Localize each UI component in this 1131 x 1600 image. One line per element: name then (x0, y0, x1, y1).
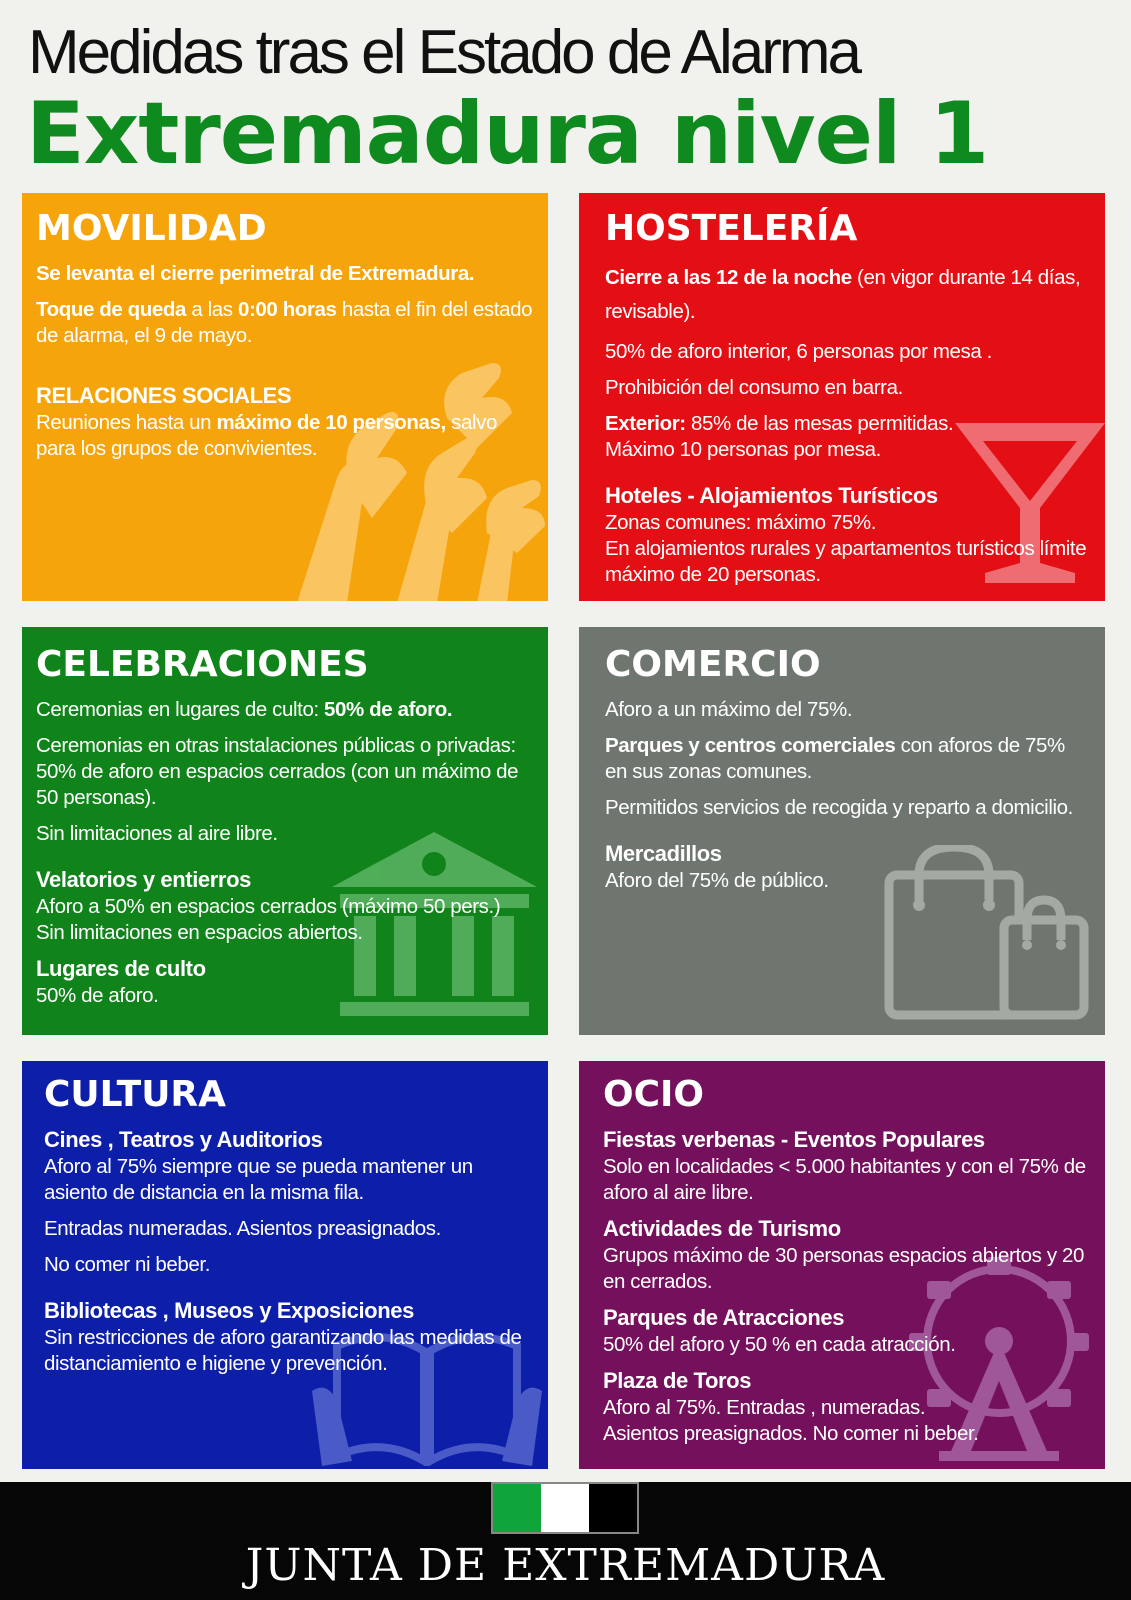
celebraciones-line-3: Sin limitaciones al aire libre. (36, 822, 278, 845)
cines-line-2: Entradas numeradas. Asientos preasignados. (44, 1217, 441, 1240)
hoteles-line-1: Zonas comunes: máximo 75%. (605, 511, 877, 534)
page-title: Medidas tras el Estado de Alarma (28, 18, 860, 87)
panel-title: OCIO (603, 1074, 705, 1115)
extremadura-flag (491, 1482, 639, 1534)
hosteleria-line-4: Exterior: 85% de las mesas permitidas. (605, 412, 954, 435)
velatorios-line-1: Aforo a 50% en espacios cerrados (máximo 50 pers.) (36, 895, 501, 918)
section-heading: Velatorios y entierros (36, 867, 251, 892)
comercio-line-3: Permitidos servicios de recogida y reparto a domicilio. (605, 796, 1073, 819)
lugares-line-1: 50% de aforo. (36, 984, 159, 1007)
plaza-line-1: Aforo al 75%. Entradas , numeradas. (603, 1396, 926, 1419)
page-subtitle: Extremadura nivel 1 (26, 84, 989, 184)
panel-title: MOVILIDAD (36, 208, 267, 249)
flag-stripe-green (493, 1484, 541, 1532)
panel-cultura (22, 1061, 548, 1469)
panel-movilidad (22, 193, 548, 601)
section-heading: Hoteles - Alojamientos Turísticos (605, 483, 938, 508)
section-heading: Lugares de culto (36, 956, 206, 981)
section-heading: Fiestas verbenas - Eventos Populares (603, 1127, 985, 1152)
panel-title: CELEBRACIONES (36, 644, 369, 685)
panel-title: HOSTELERÍA (605, 208, 858, 249)
section-heading: Actividades de Turismo (603, 1216, 841, 1241)
panel-celebraciones (22, 627, 548, 1035)
hosteleria-line-1: Cierre a las 12 de la noche (en vigor durante 14 días, revisable). (605, 266, 1081, 323)
movilidad-line-2: Toque de queda a las 0:00 horas hasta el fin del estado de alarma, el 9 de mayo. (36, 298, 533, 347)
fiestas-line-1: Solo en localidades < 5.000 habitantes y con el 75% de aforo al aire libre. (603, 1155, 1086, 1204)
velatorios-line-2: Sin limitaciones en espacios abiertos. (36, 921, 363, 944)
section-heading: Parques de Atracciones (603, 1305, 845, 1330)
celebraciones-line-2: Ceremonias en otras instalaciones públicas o privadas: 50% de aforo en espacios cerrados (con un máximo de 50 personas). (36, 734, 519, 809)
panel-comercio (579, 627, 1105, 1035)
section-heading: Bibliotecas , Museos y Exposiciones (44, 1298, 414, 1323)
comercio-line-1: Aforo a un máximo del 75%. (605, 698, 853, 721)
section-heading: Cines , Teatros y Auditorios (44, 1127, 323, 1152)
relaciones-line: Reuniones hasta un máximo de 10 personas, salvo para los grupos de convivientes. (36, 411, 497, 460)
hosteleria-line-3: Prohibición del consumo en barra. (605, 376, 903, 399)
panel-title: CULTURA (44, 1074, 227, 1115)
comercio-line-2: Parques y centros comerciales con aforos de 75% en sus zonas comunes. (605, 734, 1065, 783)
parques-line-1: 50% del aforo y 50 % en cada atracción. (603, 1333, 956, 1356)
celebraciones-line-1: Ceremonias en lugares de culto: 50% de aforo. (36, 698, 453, 721)
panel-title: COMERCIO (605, 644, 821, 685)
flag-stripe-white (541, 1484, 589, 1532)
hosteleria-line-2: 50% de aforo interior, 6 personas por mesa . (605, 340, 992, 363)
movilidad-line-1: Se levanta el cierre perimetral de Extremadura. (36, 262, 475, 285)
hoteles-line-2: En alojamientos rurales y apartamentos turísticos límite máximo de 20 personas. (605, 537, 1087, 586)
panel-hosteleria (579, 193, 1105, 601)
plaza-line-2: Asientos preasignados. No comer ni beber. (603, 1422, 979, 1445)
cines-line-1: Aforo al 75% siempre que se pueda mantener un asiento de distancia en la misma fila. (44, 1155, 473, 1204)
mercadillos-line-1: Aforo del 75% de público. (605, 869, 829, 892)
org-name: JUNTA DE EXTREMADURA (245, 1540, 886, 1591)
flag-stripe-black (589, 1484, 637, 1532)
section-heading: RELACIONES SOCIALES (36, 383, 292, 408)
panel-ocio (579, 1061, 1105, 1469)
actividades-line-1: Grupos máximo de 30 personas espacios abiertos y 20 en cerrados. (603, 1244, 1084, 1293)
section-heading: Plaza de Toros (603, 1368, 752, 1393)
bibliotecas-line-1: Sin restricciones de aforo garantizando las medidas de distanciamiento e higiene y prevención. (44, 1326, 522, 1375)
hosteleria-line-5: Máximo 10 personas por mesa. (605, 438, 881, 461)
cines-line-3: No comer ni beber. (44, 1253, 210, 1276)
section-heading: Mercadillos (605, 841, 722, 866)
